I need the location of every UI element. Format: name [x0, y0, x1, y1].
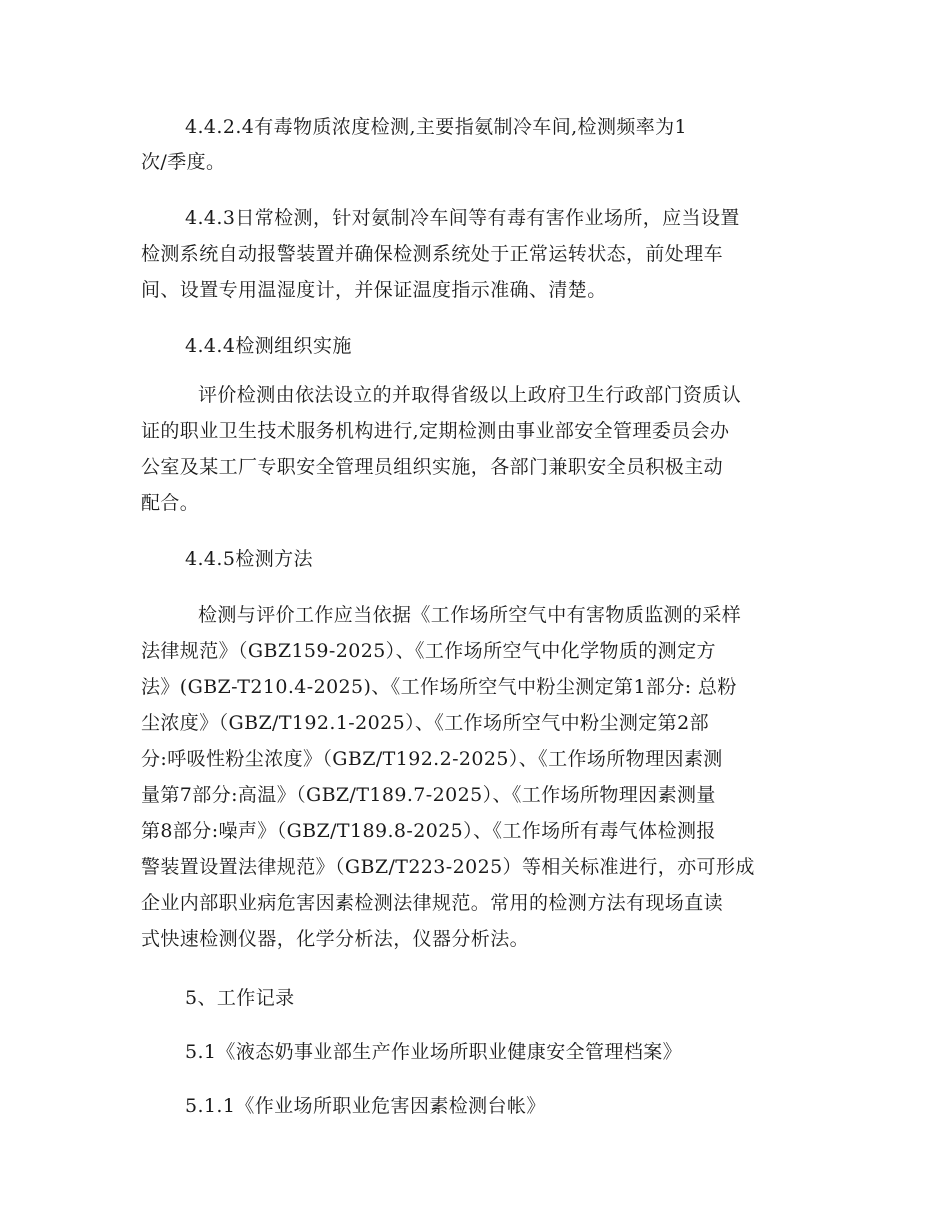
p-methods-line-10: 式快速检测仪器，化学分析法，仪器分析法。 — [141, 928, 530, 950]
h-5-1-1-line-1: 5.1.1《作业场所职业危害因素检测台帐》 — [185, 1095, 546, 1117]
p-methods-line-1: 检测与评价工作应当依据《工作场所空气中有害物质监测的采样 — [198, 604, 742, 626]
p-evaluation-line-2: 证的职业卫生技术服务机构进行,定期检测由事业部安全管理委员会办 — [141, 420, 730, 442]
p-methods-line-9: 企业内部职业病危害因素检测法律规范。常用的检测方法有现场直读 — [141, 892, 724, 914]
p-methods-line-6: 量第7部分:高温》（GBZ/T189.7-2025）、《工作场所物理因素测量 — [141, 784, 716, 806]
p-methods-line-4: 尘浓度》（GBZ/T192.1-2025）、《工作场所空气中粉尘测定第2部 — [141, 712, 709, 734]
h-5-line-1: 5、工作记录 — [185, 987, 295, 1009]
p-methods-line-5: 分:呼吸性粉尘浓度》（GBZ/T192.2-2025）、《工作场所物理因素测 — [141, 748, 723, 770]
p-evaluation-line-3: 公室及某工厂专职安全管理员组织实施，各部门兼职安全员积极主动 — [141, 456, 724, 478]
p-4-4-2-4-line-1: 4.4.2.4有毒物质浓度检测,主要指氨制冷车间,检测频率为1 — [185, 116, 688, 138]
p-methods-line-8: 警装置设置法律规范》（GBZ/T223-2025）等相关标准进行，亦可形成 — [141, 856, 755, 878]
p-methods-line-2: 法律规范》（GBZ159-2025）、《工作场所空气中化学物质的测定方 — [141, 640, 716, 662]
p-evaluation-line-1: 评价检测由依法设立的并取得省级以上政府卫生行政部门资质认 — [198, 384, 742, 406]
h-4-4-5-line-1: 4.4.5检测方法 — [185, 548, 313, 570]
h-5-1-line-1: 5.1《液态奶事业部生产作业场所职业健康安全管理档案》 — [185, 1041, 683, 1063]
p-4-4-3-line-3: 间、设置专用温湿度计，并保证温度指示准确、清楚。 — [141, 279, 607, 301]
p-4-4-3-line-1: 4.4.3日常检测，针对氨制冷车间等有毒有害作业场所，应当设置 — [185, 207, 740, 229]
p-evaluation-line-4: 配合。 — [141, 492, 200, 514]
p-methods-line-7: 第8部分:噪声》（GBZ/T189.8-2025）、《工作场所有毒气体检测报 — [141, 820, 716, 842]
p-4-4-3-line-2: 检测系统自动报警装置并确保检测系统处于正常运转状态，前处理车 — [141, 243, 724, 265]
p-4-4-2-4-line-2: 次/季度。 — [141, 151, 226, 173]
h-4-4-4-line-1: 4.4.4检测组织实施 — [185, 335, 352, 357]
p-methods-line-3: 法》(GBZ-T210.4-2025)、《工作场所空气中粉尘测定第1部分: 总粉 — [141, 676, 737, 698]
